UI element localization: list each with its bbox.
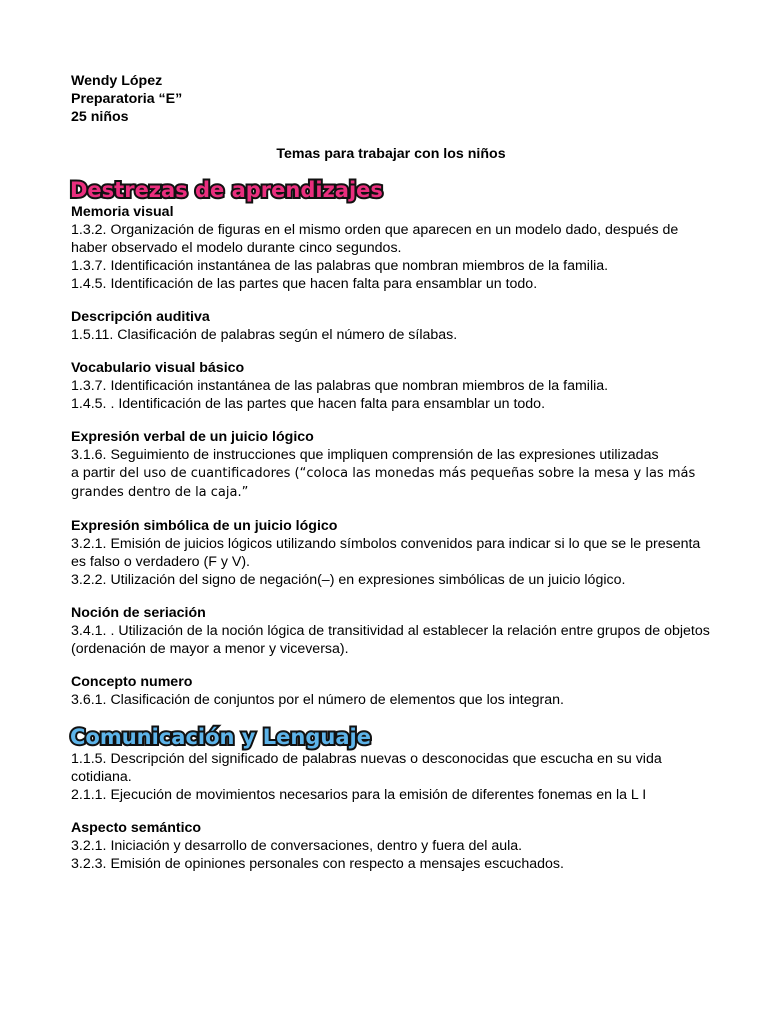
section-heading: Vocabulario visual básico [71, 360, 245, 376]
list-item: 3.2.2. Utilización del signo de negación(–) en expresiones simbólicas de un juicio lógico. [71, 572, 626, 588]
section-expresion-verbal [71, 428, 711, 502]
list-item: 1.3.2. Organización de figuras en el mismo orden que aparecen en un modelo dado, después de haber observado el modelo durante cinco segundos. [71, 222, 679, 256]
list-item: 1.4.5. Identificación de las partes que hacen falta para ensamblar un todo. [71, 276, 538, 292]
continued-rest: del uso de cuantificadores (“coloca las monedas más pequeñas sobre la mesa y las más grandes dentro de la caja.” [71, 466, 696, 500]
section-nocion-seriacion [71, 604, 711, 658]
children-count: 25 niños [71, 109, 129, 125]
list-item: 3.2.1. Emisión de juicios lógicos utilizando símbolos convenidos para indicar si lo que se le presenta es falso o verdadero (F y V). [71, 536, 701, 570]
list-item: 2.1.1. Ejecución de movimientos necesarios para la emisión de diferentes fonemas en la L I [71, 787, 647, 803]
list-item: 1.1.5. Descripción del significado de palabras nuevas o desconocidas que escucha en su vida cotidiana. [71, 751, 662, 785]
section-expresion-simbolica [71, 517, 711, 589]
author-name: Wendy López [71, 73, 163, 89]
section-heading: Noción de seriación [71, 605, 206, 621]
list-item: 1.3.7. Identificación instantánea de las palabras que nombran miembros de la familia. [71, 258, 609, 274]
section-concepto-numero [71, 673, 711, 709]
list-item: 1.3.7. Identificación instantánea de las palabras que nombran miembros de la familia. [71, 378, 609, 394]
section-heading: Expresión verbal de un juicio lógico [71, 429, 314, 445]
section-vocabulario-visual [71, 359, 711, 413]
list-item: 3.4.1. . Utilización de la noción lógica de transitividad al establecer la relación entre grupos de objetos (ordenación de mayor a menor y viceversa). [71, 623, 710, 657]
banner-comunicacion: Comunicación y Lenguaje [70, 725, 371, 749]
list-item: 1.5.11. Clasificación de palabras según el número de sílabas. [71, 327, 458, 343]
document-page [71, 72, 711, 873]
banner-destrezas: Destrezas de aprendizajes [70, 178, 383, 202]
section-heading: Memoria visual [71, 204, 174, 220]
section-memoria-visual [71, 203, 711, 293]
section-heading: Concepto numero [71, 674, 193, 690]
list-item-continued [71, 464, 711, 502]
group-name: Preparatoria “E” [71, 91, 183, 107]
section-heading: Expresión simbólica de un juicio lógico [71, 518, 338, 534]
list-item: 3.1.6. Seguimiento de instrucciones que impliquen comprensión de las expresiones utilizadas [71, 447, 659, 463]
section-heading: Descripción auditiva [71, 309, 210, 325]
section-aspecto-semantico [71, 819, 711, 873]
list-item: 3.2.3. Emisión de opiniones personales con respecto a mensajes escuchados. [71, 856, 564, 872]
continued-lead: a partir [71, 465, 116, 481]
list-item: 3.2.1. Iniciación y desarrollo de conversaciones, dentro y fuera del aula. [71, 838, 523, 854]
list-item: 1.4.5. . Identificación de las partes que hacen falta para ensamblar un todo. [71, 396, 546, 412]
list-item: 3.6.1. Clasificación de conjuntos por el número de elementos que los integran. [71, 692, 564, 708]
section-descripcion-auditiva [71, 308, 711, 344]
author-header [71, 72, 711, 126]
section-comunicacion-intro [71, 750, 711, 804]
section-heading: Aspecto semántico [71, 820, 202, 836]
document-title: Temas para trabajar con los niños [276, 146, 506, 162]
